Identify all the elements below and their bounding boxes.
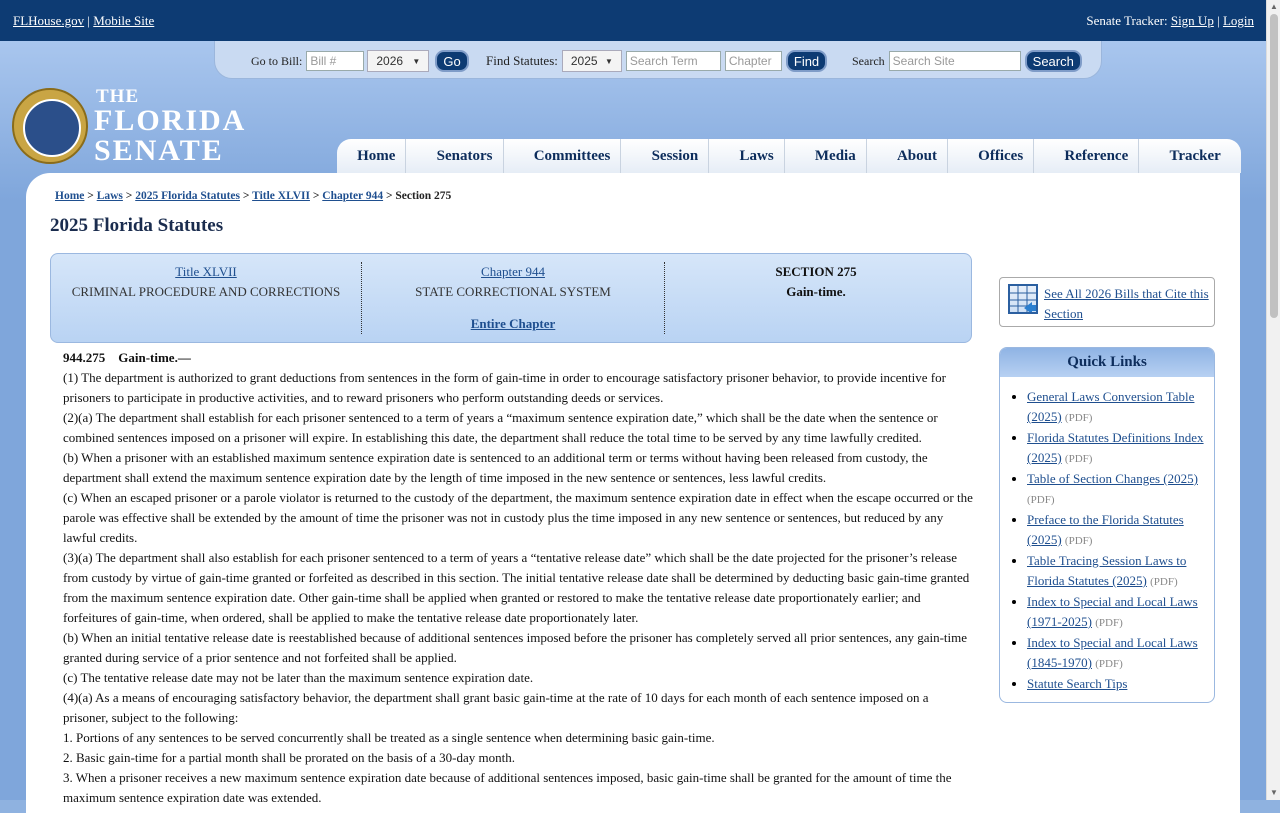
title-column [51,262,361,302]
quick-link[interactable]: Index to Special and Local Laws (1971-2025) [1027,594,1198,629]
search-label: Search [852,53,885,68]
statute-paragraph: (1) The department is authorized to grant deductions from sentences in the form of gain-time in order to encourage satisfactory prisoner behavior, to provide incentive for prisoners to participate in productive activities, and to reward prisoners who perform outstanding deeds or services. [63,370,946,405]
calendar-arrow-icon [1008,284,1038,314]
breadcrumb-current: Section 275 [395,190,452,202]
statute-paragraph: 3. When a prisoner receives a new maximum sentence expiration date because of additional sentences imposed, basic gain-time shall be granted for the amount of time the maximum sentence expiration date was extended. [63,770,952,805]
mobile-site-link[interactable]: Mobile Site [93,13,155,28]
statute-paragraph: (b) When a prisoner with an established maximum sentence expiration date is sentenced to an additional term or terms without having been released from custody, the department shall extend the maximum sentence expiration date by the length of time imposed in the new sentence or sentences, less lawful credits. [63,450,928,485]
scrollbar[interactable] [1266,0,1280,800]
chapter-link[interactable]: Chapter 944 [481,264,545,279]
entire-chapter-link[interactable]: Entire Chapter [470,316,556,331]
list-item [1027,469,1214,510]
chevron-down-icon: ▼ [412,56,421,66]
section-name: Gain-time. [786,284,846,299]
statute-paragraph: (c) The tentative release date may not be later than the maximum sentence expiration date. [63,670,534,685]
breadcrumb-separator: > [312,190,320,202]
top-bar [0,0,1280,41]
nav-session[interactable]: Session [642,139,710,173]
scroll-down-icon[interactable]: ▼ [1270,788,1278,797]
catchline-number: 944.275 [63,350,106,365]
site-search-group [852,50,1082,72]
breadcrumb-chapter[interactable]: Chapter 944 [322,190,384,202]
title-link[interactable]: Title XLVII [175,264,237,279]
top-bar-left [13,13,154,29]
nav-about[interactable]: About [887,139,948,173]
bill-year-value: 2026 [376,54,404,68]
goto-bill-group [251,50,469,72]
pdf-tag: (PDF) [1064,453,1093,465]
nav-senators[interactable]: Senators [427,139,504,173]
pdf-tag: (PDF) [1027,494,1055,506]
senate-tracker-links [1086,13,1254,29]
quick-link[interactable]: Statute Search Tips [1027,676,1128,691]
statute-paragraph: 1. Portions of any sentences to be served concurrently shall be treated as a single sentence when determining basic gain-time. [63,730,715,745]
title-name: CRIMINAL PROCEDURE AND CORRECTIONS [71,284,341,299]
quick-link[interactable]: Table Tracing Session Laws to Florida Statutes (2025) [1027,553,1187,588]
breadcrumb-home[interactable]: Home [55,190,85,202]
chapter-input[interactable]: Chapter [725,51,782,71]
breadcrumb-separator: > [385,190,393,202]
quick-links-panel [999,347,1215,703]
quick-links-heading: Quick Links [1000,348,1214,377]
nav-reference[interactable]: Reference [1054,139,1139,173]
breadcrumb-separator: > [125,190,133,202]
quick-link[interactable]: Preface to the Florida Statutes (2025) [1027,512,1184,547]
logo-line-1: THE [96,86,140,107]
nav-tracker[interactable]: Tracker [1169,147,1221,164]
quick-link[interactable]: Table of Section Changes (2025) [1027,471,1198,486]
quick-link[interactable]: Index to Special and Local Laws (1845-1970) [1027,635,1198,670]
section-header-box [50,253,972,343]
pdf-tag: (PDF) [1064,535,1093,547]
chapter-column [361,262,665,334]
list-item [1027,674,1214,694]
breadcrumb-laws[interactable]: Laws [96,190,123,202]
find-statutes-label: Find Statutes: [486,53,558,68]
sign-up-link[interactable]: Sign Up [1170,13,1214,28]
quick-link[interactable]: General Laws Conversion Table (2025) [1027,389,1195,424]
pdf-tag: (PDF) [1064,412,1093,424]
main-nav [337,139,1241,173]
nav-offices[interactable]: Offices [968,139,1034,173]
logo-line-2: FLORIDA [94,104,247,137]
chevron-down-icon: ▼ [604,56,613,66]
catchline [50,348,976,368]
statute-paragraph: (b) When an initial tentative release date is reestablished because of additional sentences imposed before the prisoner has completely served all prior sentences, any gain-time granted during service of a prior sentence and not forfeited shall be applied. [63,630,968,665]
logo-line-3: SENATE [94,134,224,167]
breadcrumb-title[interactable]: Title XLVII [252,190,310,202]
find-statutes-group [486,50,827,72]
quick-links-list [1000,387,1214,694]
separator: | [1217,13,1220,28]
goto-bill-label: Go to Bill: [251,53,303,68]
find-button[interactable]: Find [786,50,827,72]
section-number: SECTION 275 [775,264,857,279]
scroll-up-icon[interactable]: ▲ [1270,2,1278,11]
pdf-tag: (PDF) [1095,658,1123,670]
section-column [663,262,969,302]
scrollbar-thumb[interactable] [1270,14,1278,318]
statute-paragraph: (2)(a) The department shall establish for each prisoner sentenced to a term of years a “maximum sentence expiration date,” which shall be the date when the sentence or combined sentences imposed on a prisoner will expire. In establishing this date, the department shall reduce the total time to be served by any time lawfully credited. [63,410,938,445]
search-button[interactable]: Search [1025,50,1082,72]
search-bar [214,41,1102,79]
list-item [1027,510,1214,551]
site-search-input[interactable]: Search Site [889,51,1021,71]
login-link[interactable]: Login [1222,13,1254,28]
list-item [1027,633,1214,674]
separator: | [87,13,90,28]
nav-committees[interactable]: Committees [524,139,622,173]
list-item [1027,551,1214,592]
statute-paragraph: (3)(a) The department shall also establish for each prisoner sentenced to a term of years a “tentative release date” which shall be the date projected for the prisoner’s release from custody by virtue of gain-time granted or forfeited as described in this section. The initial tentative release date shall be determined by deducting basic gain-time granted from the maximum sentence expiration date. Other gain-time shall be applied when granted or restored to make the tentative release date proportionately earlier; and forfeitures of gain-time, when ordered, shall be applied to make the tentative release date proportionately later. [63,550,970,625]
cite-bills-box [999,277,1215,327]
pdf-tag: (PDF) [1150,576,1178,588]
statute-paragraph: 2. Basic gain-time for a partial month shall be prorated on the basis of a 30-day month. [63,750,515,765]
breadcrumb-statutes[interactable]: 2025 Florida Statutes [135,190,240,202]
breadcrumb-separator: > [242,190,250,202]
statute-text [50,348,976,808]
catchline-title: Gain-time.— [118,350,191,365]
chapter-name: STATE CORRECTIONAL SYSTEM [415,284,611,299]
page-title: 2025 Florida Statutes [50,215,224,236]
statute-year-select[interactable] [562,50,622,72]
bill-year-select[interactable] [367,50,429,72]
statute-paragraph: (c) When an escaped prisoner or a parole violator is returned to the custody of the department, the maximum sentence expiration date in effect when the escape occurred or the parole was effective shall be extended by the amount of time the prisoner was not in custody plus the time imposed in any new sentence or sentences, but reduced by any lawful credits. [63,490,973,545]
list-item [1027,592,1214,633]
senate-seal-icon [12,88,88,164]
nav-laws[interactable]: Laws [729,139,784,173]
bill-number-input[interactable]: Bill # [306,51,364,71]
pdf-tag: (PDF) [1095,617,1123,629]
list-item [1027,428,1214,469]
list-item [1027,387,1214,428]
search-term-input[interactable]: Search Term [626,51,721,71]
cite-bills-link[interactable]: See All 2026 Bills that Cite this Section [1044,286,1209,321]
statute-paragraph: (4)(a) As a means of encouraging satisfactory behavior, the department shall grant basic gain-time at the rate of 10 days for each month of each sentence imposed on a prisoner, subject to the following: [63,690,929,725]
breadcrumb [55,190,451,202]
statute-year-value: 2025 [570,54,598,68]
flhouse-link[interactable]: FLHouse.gov [13,13,85,28]
nav-media[interactable]: Media [805,139,867,173]
tracker-label: Senate Tracker: [1086,13,1168,28]
quick-link[interactable]: Florida Statutes Definitions Index (2025) [1027,430,1204,465]
breadcrumb-separator: > [87,190,94,202]
nav-home[interactable]: Home [347,139,406,173]
go-button[interactable]: Go [435,50,468,72]
